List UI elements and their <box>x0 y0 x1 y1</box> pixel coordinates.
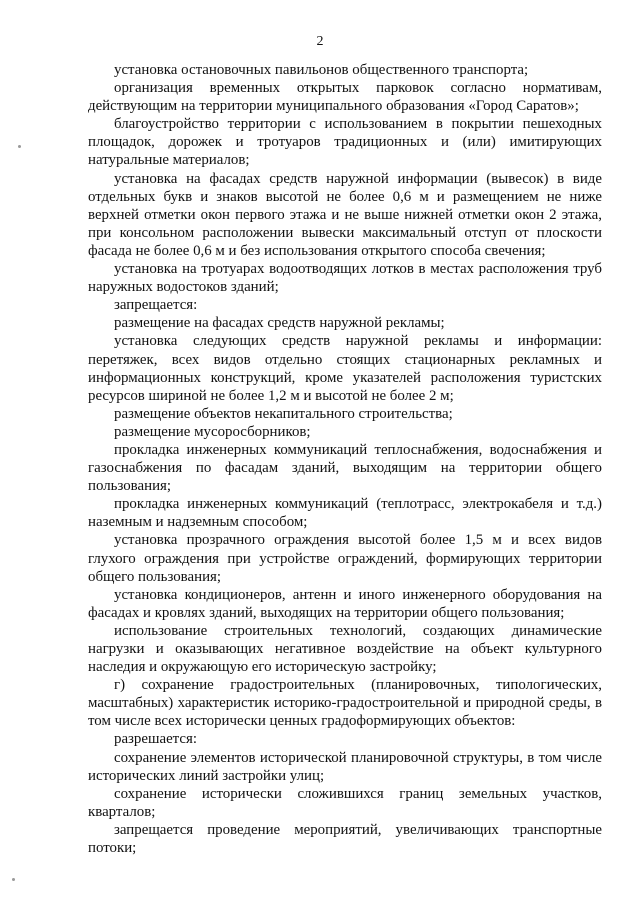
paragraph: прокладка инженерных коммуникаций (теплотрасс, электрокабеля и т.д.) наземным и надземным способом; <box>88 496 602 531</box>
paragraph: запрещается проведение мероприятий, увеличивающих транспортные потоки; <box>88 821 602 857</box>
paragraph: разрешается: <box>114 731 197 748</box>
paragraph: установка остановочных павильонов общественного транспорта; <box>114 62 529 78</box>
paragraph: установка кондиционеров, антенн и иного инженерного оборудования на фасадах и кровлях зданий, выходящих на территории общего пользования; <box>88 586 602 621</box>
paragraph: установка следующих средств наружной рекламы и информации: перетяжек, всех видов отдельно стоящих стационарных рекламных и информационных конструкций, кроме указателей расположения туристских ресурсов шириной не более 1,2 м и высотой не более 2 м; <box>88 333 602 404</box>
paragraph: прокладка инженерных коммуникаций теплоснабжения, водоснабжения и газоснабжения по фасадам зданий, выходящим на территории общего пользования; <box>88 441 602 495</box>
page-number: 2 <box>316 34 324 49</box>
paragraph: размещение объектов некапитального строительства; <box>114 405 453 422</box>
paragraph: установка прозрачного ограждения высотой более 1,5 м и всех видов глухого ограждения при устройстве ограждений, формирующих территории общего пользования; <box>88 532 602 585</box>
document-body <box>88 61 602 857</box>
paragraph: размещение мусоросборников; <box>114 423 311 440</box>
paragraph: размещение на фасадах средств наружной рекламы; <box>114 315 445 332</box>
paragraph: организация временных открытых парковок согласно нормативам, действующим на территории муниципального образования «Город Саратов»; <box>88 80 602 115</box>
paragraph: г) сохранение градостроительных (планировочных, типологических, масштабных) характеристик историко-градостроительной и природной среды, в том числе всех исторически ценных градоформирующих объектов: <box>88 677 602 730</box>
scan-artifact-dot <box>18 145 21 148</box>
scan-artifact-dot <box>12 878 15 881</box>
paragraph: установка на тротуарах водоотводящих лотков в местах расположения труб наружных водостоков зданий; <box>88 261 602 296</box>
paragraph: сохранение исторически сложившихся границ земельных участков, кварталов; <box>88 785 602 820</box>
paragraph: сохранение элементов исторической планировочной структуры, в том числе исторических линий застройки улиц; <box>88 749 602 784</box>
paragraph: благоустройство территории с использованием в покрытии пешеходных площадок, дорожек и тротуаров традиционных и (или) имитирующих натуральные материалов; <box>88 116 602 169</box>
paragraph: использование строительных технологий, создающих динамические нагрузки и оказывающих негативное воздействие на объект культурного наследия и окружающую его историческую застройку; <box>88 622 602 676</box>
paragraph: установка на фасадах средств наружной информации (вывесок) в виде отдельных букв и знаков высотой не более 0,6 м и размещением не ниже верхней отметки окон первого этажа и не выше нижней отметки окон 2 этажа, при консольном расположении вывески максимальный отступ от плоскости фасада не более 0,6 м и без использования открытого способа свечения; <box>88 170 602 259</box>
paragraph: запрещается: <box>114 297 198 314</box>
